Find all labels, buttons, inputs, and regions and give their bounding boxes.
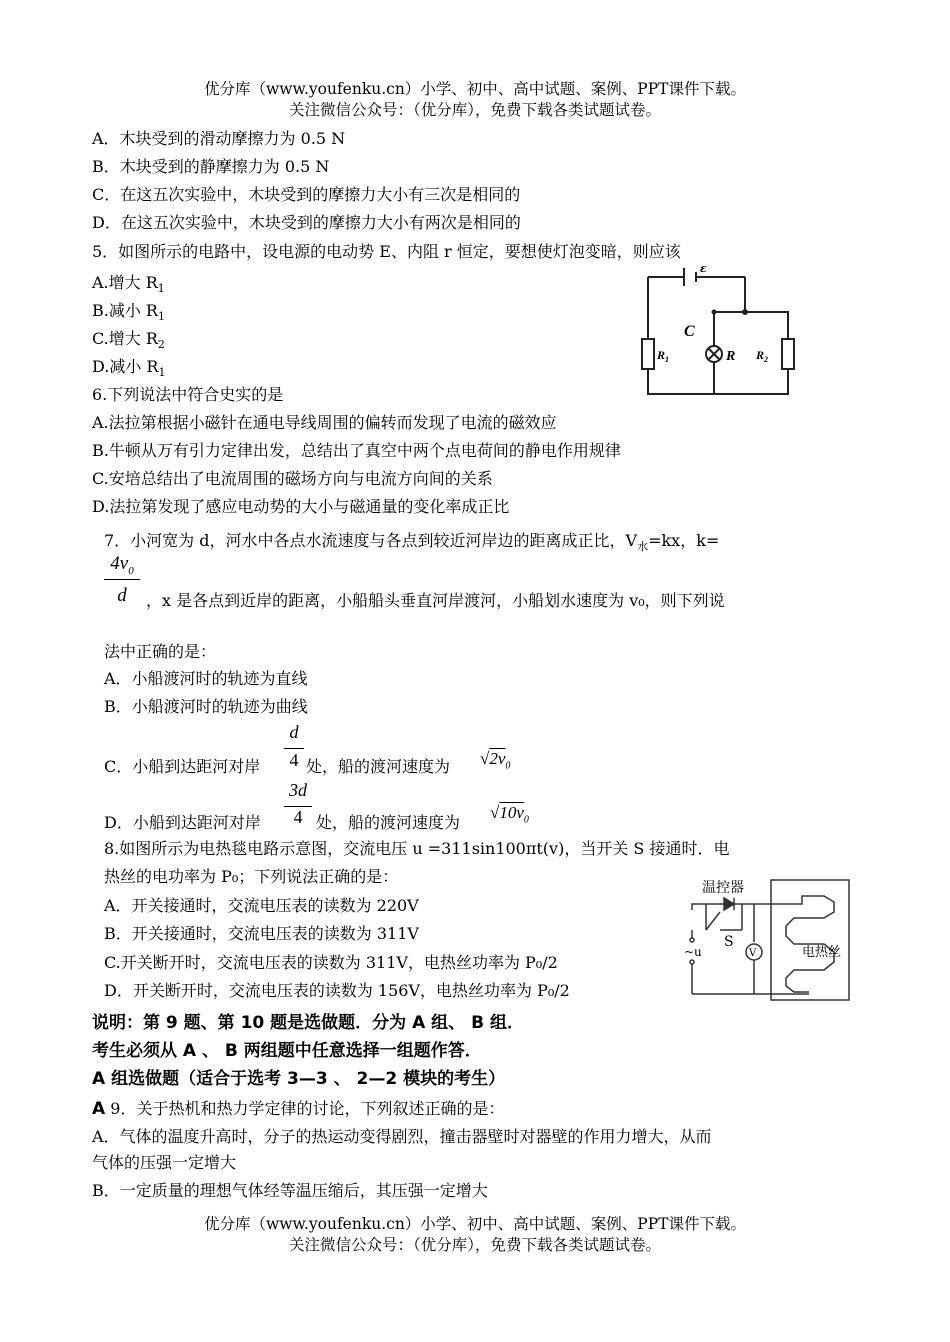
q8-option-c: C.开关断开时，交流电压表的读数为 311V，电热丝功率为 P₀/2 (104, 953, 558, 972)
q7-option-c-sqrt-value: $√2v_0$ (480, 749, 511, 772)
header-line-1: 优分库（www.youfenku.cn）小学、初中、高中试题、案例、PPT课件下载。 (203, 80, 747, 98)
q4-option-a: A．木块受到的滑动摩擦力为 0.5 N (92, 129, 346, 148)
q8-stem-line-1: 8.如图所示为电热毯电路示意图，交流电压 u =311sin100πt(v)，当开关 S 接通时．电 (104, 839, 730, 858)
q6-option-c: C.安培总结出了电流周围的磁场方向与电流方向间的关系 (92, 469, 493, 488)
q4-option-d: D．在这五次实验中，木块受到的摩擦力大小有两次是相同的 (92, 213, 521, 232)
q9-option-a-line-2: 气体的压强一定增大 (92, 1153, 237, 1172)
q8-circuit-diagram (684, 874, 854, 1004)
notice-line-1: 说明：第 9 题、第 10 题是选做题．分为 A 组、 B 组． (92, 1013, 524, 1033)
q5-option-d: D.减小 $R_1$ (92, 357, 166, 380)
r1-label: $R_1$ (657, 348, 670, 364)
q7-option-d-sqrt-value: $√10v_0$ (490, 803, 529, 826)
q6-option-d: D.法拉第发现了感应电动势的大小与磁通量的变化率成正比 (92, 497, 510, 516)
q7-option-d-suffix: 处，船的渡河速度为 (316, 813, 461, 832)
q7-option-a: A．小船渡河时的轨迹为直线 (104, 669, 308, 688)
c-label: C (684, 323, 695, 340)
q5-stem: 5．如图所示的电路中，设电源的电动势 E、内阻 r 恒定，要想使灯泡变暗，则应该 (92, 242, 681, 261)
q9-option-b: B．一定质量的理想气体经等温压缩后，其压强一定增大 (92, 1181, 488, 1200)
q9-option-a-line-1: A．气体的温度升高时，分子的热运动变得剧烈，撞击器壁时对器壁的作用力增大，从而 (92, 1127, 712, 1146)
q4-option-b: B．木块受到的静摩擦力为 0.5 N (92, 157, 330, 176)
q5-option-b: B.减小 $R_1$ (92, 301, 165, 324)
q5-circuit-diagram (640, 262, 800, 402)
q7-k-fraction-bar (104, 579, 140, 580)
q7-option-c-prefix: C．小船到达距河对岸 (104, 757, 261, 776)
meter-label: V (749, 948, 757, 959)
q8-option-d: D．开关断开时，交流电压表的读数为 156V，电热丝功率为 P₀/2 (104, 981, 570, 1000)
q7-option-c-denominator: 4 (289, 750, 299, 770)
thermostat-label: 温控器 (702, 880, 744, 896)
q6-option-b: B.牛顿从万有引力定律出发，总结出了真空中两个点电荷间的静电作用规律 (92, 441, 621, 460)
source-label: ~u (684, 945, 702, 959)
q7-stem-line-2: ，x 是各点到近岸的距离，小船船头垂直河岸渡河，小船划水速度为 v₀，则下列说 (146, 591, 725, 610)
notice-line-2: 考生必须从 A 、 B 两组题中任意选择一组题作答． (92, 1041, 482, 1061)
wire-label: 电热丝 (802, 945, 842, 960)
q8-stem-line-2: 热丝的电功率为 P₀；下列说法正确的是： (104, 867, 399, 886)
q7-option-d-prefix: D．小船到达距河对岸 (104, 813, 261, 832)
q5-option-a: A.增大 $R_1$ (92, 273, 165, 296)
q7-option-d-numerator: 3d (289, 780, 307, 800)
q6-stem: 6.下列说法中符合史实的是 (92, 385, 284, 404)
q6-option-a: A.法拉第根据小磁针在通电导线周围的偏转而发现了电流的磁效应 (92, 413, 557, 432)
q7-stem-line-1: 7．小河宽为 d，河水中各点水流速度与各点到较近河岸边的距离成正比，$V_水=kx$，k= (104, 531, 720, 554)
q9-group-tag: A (92, 1099, 106, 1119)
r2-label: $R_2$ (756, 348, 769, 364)
q7-k-numerator: $4v_0$ (110, 553, 134, 577)
switch-label: S (724, 934, 734, 950)
header-line-2: 关注微信公众号：（优分库），免费下载各类试题试卷。 (288, 101, 661, 119)
q7-option-c-suffix: 处，船的渡河速度为 (306, 757, 451, 776)
q8-option-b: B．开关接通时，交流电压表的读数为 311V (104, 924, 419, 943)
q7-option-c-numerator: d (289, 722, 299, 742)
q8-option-a: A．开关接通时，交流电压表的读数为 220V (104, 896, 419, 915)
q5-option-c: C.增大 $R_2$ (92, 329, 165, 352)
r-label: R (726, 349, 736, 364)
emf-label: ε (700, 262, 707, 275)
footer-line-1: 优分库（www.youfenku.cn）小学、初中、高中试题、案例、PPT课件下载。 (203, 1215, 747, 1233)
q7-option-b: B．小船渡河时的轨迹为曲线 (104, 697, 308, 716)
q7-option-d-denominator: 4 (293, 807, 303, 827)
q7-stem-line-3: 法中正确的是： (104, 642, 217, 661)
notice-line-3: A 组选做题（适合于选考 3—3 、 2—2 模块的考生） (92, 1069, 506, 1089)
q7-option-c-fraction-bar (284, 748, 304, 749)
q9-stem: A 9．关于热机和热力学定律的讨论，下列叙述正确的是： (92, 1099, 505, 1119)
q4-option-c: C．在这五次实验中，木块受到的摩擦力大小有三次是相同的 (92, 185, 521, 204)
q7-k-denominator: d (117, 585, 127, 606)
footer-line-2: 关注微信公众号：（优分库），免费下载各类试题试卷。 (288, 1236, 661, 1254)
